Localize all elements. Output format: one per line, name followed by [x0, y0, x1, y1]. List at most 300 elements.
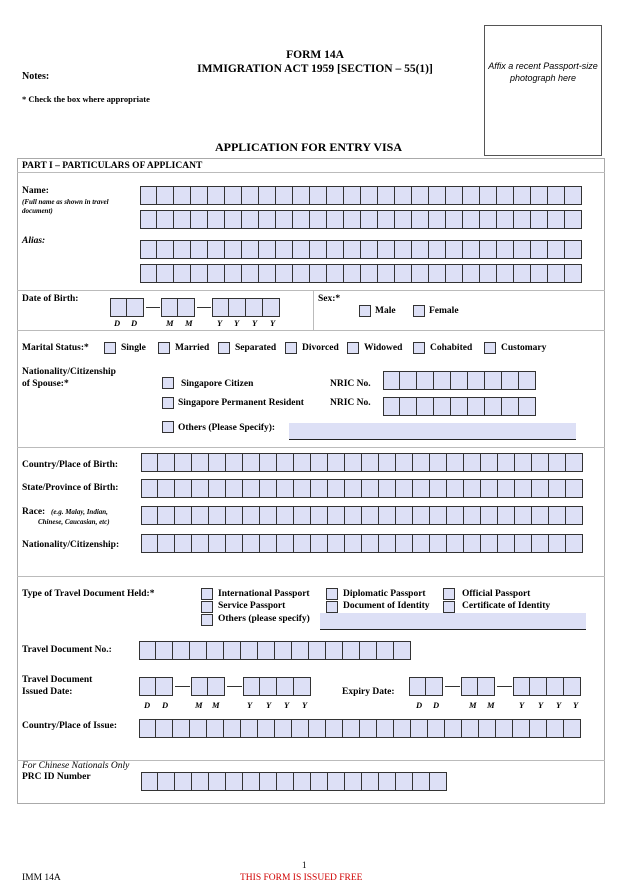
char-cell[interactable]	[158, 772, 175, 791]
char-cell[interactable]	[327, 210, 344, 229]
travel-no-input[interactable]	[139, 641, 411, 660]
char-cell[interactable]	[548, 186, 565, 205]
char-cell[interactable]	[361, 210, 378, 229]
dob-day[interactable]	[110, 298, 144, 317]
char-cell[interactable]	[566, 506, 583, 525]
char-cell[interactable]	[226, 506, 243, 525]
char-cell[interactable]	[175, 534, 192, 553]
char-cell[interactable]	[345, 534, 362, 553]
char-cell[interactable]	[294, 506, 311, 525]
char-cell[interactable]	[515, 453, 532, 472]
char-cell[interactable]	[548, 240, 565, 259]
char-cell[interactable]	[276, 240, 293, 259]
char-cell[interactable]	[311, 453, 328, 472]
widowed-checkbox[interactable]	[347, 342, 359, 354]
char-cell[interactable]	[243, 453, 260, 472]
char-cell[interactable]	[445, 719, 462, 738]
char-cell[interactable]	[345, 453, 362, 472]
char-cell[interactable]	[447, 506, 464, 525]
char-cell[interactable]	[485, 397, 502, 416]
char-cell[interactable]	[242, 210, 259, 229]
char-cell[interactable]	[413, 772, 430, 791]
issued-month[interactable]	[191, 677, 225, 696]
char-cell[interactable]	[447, 453, 464, 472]
char-cell[interactable]	[396, 506, 413, 525]
char-cell[interactable]	[446, 210, 463, 229]
char-cell[interactable]	[413, 534, 430, 553]
char-cell[interactable]	[158, 506, 175, 525]
char-cell[interactable]	[263, 298, 280, 317]
char-cell[interactable]	[294, 677, 311, 696]
official-checkbox[interactable]	[443, 588, 455, 600]
char-cell[interactable]	[461, 677, 478, 696]
country-birth-input[interactable]	[141, 453, 583, 472]
char-cell[interactable]	[208, 186, 225, 205]
char-cell[interactable]	[243, 534, 260, 553]
char-cell[interactable]	[141, 453, 158, 472]
char-cell[interactable]	[326, 641, 343, 660]
char-cell[interactable]	[209, 772, 226, 791]
char-cell[interactable]	[446, 240, 463, 259]
char-cell[interactable]	[292, 641, 309, 660]
char-cell[interactable]	[191, 677, 208, 696]
char-cell[interactable]	[377, 719, 394, 738]
char-cell[interactable]	[310, 186, 327, 205]
char-cell[interactable]	[311, 506, 328, 525]
char-cell[interactable]	[566, 534, 583, 553]
char-cell[interactable]	[400, 371, 417, 390]
char-cell[interactable]	[548, 210, 565, 229]
char-cell[interactable]	[242, 186, 259, 205]
char-cell[interactable]	[532, 534, 549, 553]
cohabited-checkbox[interactable]	[413, 342, 425, 354]
char-cell[interactable]	[310, 240, 327, 259]
separated-checkbox[interactable]	[218, 342, 230, 354]
char-cell[interactable]	[446, 264, 463, 283]
char-cell[interactable]	[379, 534, 396, 553]
char-cell[interactable]	[417, 397, 434, 416]
char-cell[interactable]	[379, 453, 396, 472]
char-cell[interactable]	[429, 264, 446, 283]
char-cell[interactable]	[192, 453, 209, 472]
char-cell[interactable]	[192, 534, 209, 553]
char-cell[interactable]	[209, 479, 226, 498]
char-cell[interactable]	[447, 534, 464, 553]
char-cell[interactable]	[395, 186, 412, 205]
char-cell[interactable]	[412, 264, 429, 283]
char-cell[interactable]	[417, 371, 434, 390]
char-cell[interactable]	[158, 453, 175, 472]
char-cell[interactable]	[276, 186, 293, 205]
singapore-citizen-checkbox[interactable]	[162, 377, 174, 389]
issued-day[interactable]	[139, 677, 173, 696]
dob-year[interactable]	[212, 298, 280, 317]
nationality-input[interactable]	[141, 534, 583, 553]
char-cell[interactable]	[412, 210, 429, 229]
char-cell[interactable]	[565, 240, 582, 259]
char-cell[interactable]	[530, 677, 547, 696]
char-cell[interactable]	[394, 641, 411, 660]
char-cell[interactable]	[463, 240, 480, 259]
photo-box[interactable]: Affix a recent Passport-size photograph here	[484, 25, 602, 156]
char-cell[interactable]	[226, 534, 243, 553]
char-cell[interactable]	[400, 397, 417, 416]
char-cell[interactable]	[224, 719, 241, 738]
char-cell[interactable]	[411, 719, 428, 738]
char-cell[interactable]	[502, 371, 519, 390]
char-cell[interactable]	[395, 264, 412, 283]
char-cell[interactable]	[260, 534, 277, 553]
char-cell[interactable]	[344, 210, 361, 229]
char-cell[interactable]	[519, 397, 536, 416]
char-cell[interactable]	[481, 453, 498, 472]
prc-input[interactable]	[141, 772, 447, 791]
state-birth-input[interactable]	[141, 479, 583, 498]
char-cell[interactable]	[343, 641, 360, 660]
char-cell[interactable]	[514, 264, 531, 283]
char-cell[interactable]	[192, 772, 209, 791]
char-cell[interactable]	[141, 479, 158, 498]
char-cell[interactable]	[127, 298, 144, 317]
char-cell[interactable]	[480, 210, 497, 229]
char-cell[interactable]	[259, 186, 276, 205]
char-cell[interactable]	[498, 506, 515, 525]
char-cell[interactable]	[496, 719, 513, 738]
char-cell[interactable]	[310, 210, 327, 229]
char-cell[interactable]	[566, 479, 583, 498]
char-cell[interactable]	[277, 506, 294, 525]
char-cell[interactable]	[139, 641, 156, 660]
char-cell[interactable]	[294, 453, 311, 472]
dob-month[interactable]	[161, 298, 195, 317]
char-cell[interactable]	[464, 453, 481, 472]
spr-checkbox[interactable]	[162, 397, 174, 409]
char-cell[interactable]	[532, 479, 549, 498]
customary-checkbox[interactable]	[484, 342, 496, 354]
char-cell[interactable]	[480, 240, 497, 259]
char-cell[interactable]	[293, 186, 310, 205]
char-cell[interactable]	[259, 210, 276, 229]
char-cell[interactable]	[243, 479, 260, 498]
travel-others-checkbox[interactable]	[201, 614, 213, 626]
char-cell[interactable]	[513, 677, 530, 696]
char-cell[interactable]	[497, 186, 514, 205]
char-cell[interactable]	[209, 506, 226, 525]
char-cell[interactable]	[413, 479, 430, 498]
divorced-checkbox[interactable]	[285, 342, 297, 354]
char-cell[interactable]	[531, 240, 548, 259]
char-cell[interactable]	[242, 240, 259, 259]
char-cell[interactable]	[479, 719, 496, 738]
char-cell[interactable]	[413, 506, 430, 525]
char-cell[interactable]	[531, 210, 548, 229]
char-cell[interactable]	[549, 506, 566, 525]
char-cell[interactable]	[208, 264, 225, 283]
char-cell[interactable]	[158, 534, 175, 553]
char-cell[interactable]	[328, 506, 345, 525]
char-cell[interactable]	[362, 772, 379, 791]
char-cell[interactable]	[549, 479, 566, 498]
char-cell[interactable]	[565, 186, 582, 205]
char-cell[interactable]	[156, 719, 173, 738]
char-cell[interactable]	[362, 479, 379, 498]
char-cell[interactable]	[515, 534, 532, 553]
char-cell[interactable]	[277, 534, 294, 553]
char-cell[interactable]	[412, 240, 429, 259]
char-cell[interactable]	[481, 506, 498, 525]
char-cell[interactable]	[311, 479, 328, 498]
char-cell[interactable]	[277, 479, 294, 498]
alias-row-1[interactable]	[140, 240, 582, 259]
char-cell[interactable]	[276, 264, 293, 283]
char-cell[interactable]	[378, 186, 395, 205]
char-cell[interactable]	[156, 677, 173, 696]
char-cell[interactable]	[413, 453, 430, 472]
char-cell[interactable]	[480, 264, 497, 283]
char-cell[interactable]	[208, 240, 225, 259]
char-cell[interactable]	[497, 240, 514, 259]
char-cell[interactable]	[377, 641, 394, 660]
char-cell[interactable]	[241, 641, 258, 660]
char-cell[interactable]	[175, 479, 192, 498]
char-cell[interactable]	[464, 534, 481, 553]
char-cell[interactable]	[328, 453, 345, 472]
char-cell[interactable]	[328, 772, 345, 791]
service-checkbox[interactable]	[201, 601, 213, 613]
char-cell[interactable]	[502, 397, 519, 416]
char-cell[interactable]	[208, 677, 225, 696]
char-cell[interactable]	[175, 772, 192, 791]
char-cell[interactable]	[110, 298, 127, 317]
char-cell[interactable]	[430, 506, 447, 525]
char-cell[interactable]	[243, 772, 260, 791]
nric-citizen-input[interactable]	[383, 371, 536, 390]
char-cell[interactable]	[293, 240, 310, 259]
char-cell[interactable]	[396, 479, 413, 498]
char-cell[interactable]	[345, 772, 362, 791]
char-cell[interactable]	[463, 186, 480, 205]
char-cell[interactable]	[229, 298, 246, 317]
char-cell[interactable]	[480, 186, 497, 205]
char-cell[interactable]	[429, 210, 446, 229]
char-cell[interactable]	[309, 641, 326, 660]
expiry-month[interactable]	[461, 677, 495, 696]
nric-pr-input[interactable]	[383, 397, 536, 416]
expiry-year[interactable]	[513, 677, 581, 696]
char-cell[interactable]	[226, 453, 243, 472]
married-checkbox[interactable]	[158, 342, 170, 354]
char-cell[interactable]	[430, 534, 447, 553]
char-cell[interactable]	[207, 719, 224, 738]
char-cell[interactable]	[260, 506, 277, 525]
char-cell[interactable]	[192, 479, 209, 498]
char-cell[interactable]	[174, 186, 191, 205]
char-cell[interactable]	[327, 264, 344, 283]
char-cell[interactable]	[311, 772, 328, 791]
char-cell[interactable]	[379, 772, 396, 791]
char-cell[interactable]	[395, 240, 412, 259]
char-cell[interactable]	[430, 479, 447, 498]
char-cell[interactable]	[157, 240, 174, 259]
char-cell[interactable]	[139, 677, 156, 696]
char-cell[interactable]	[447, 479, 464, 498]
char-cell[interactable]	[547, 677, 564, 696]
char-cell[interactable]	[260, 479, 277, 498]
char-cell[interactable]	[464, 506, 481, 525]
char-cell[interactable]	[566, 453, 583, 472]
char-cell[interactable]	[344, 186, 361, 205]
char-cell[interactable]	[328, 534, 345, 553]
char-cell[interactable]	[139, 719, 156, 738]
char-cell[interactable]	[514, 186, 531, 205]
name-row-2[interactable]	[140, 210, 582, 229]
char-cell[interactable]	[207, 641, 224, 660]
char-cell[interactable]	[141, 506, 158, 525]
char-cell[interactable]	[140, 210, 157, 229]
char-cell[interactable]	[481, 534, 498, 553]
char-cell[interactable]	[409, 677, 426, 696]
char-cell[interactable]	[141, 534, 158, 553]
char-cell[interactable]	[395, 210, 412, 229]
char-cell[interactable]	[161, 298, 178, 317]
char-cell[interactable]	[260, 453, 277, 472]
female-checkbox[interactable]	[413, 305, 425, 317]
char-cell[interactable]	[309, 719, 326, 738]
expiry-day[interactable]	[409, 677, 443, 696]
travel-others-input[interactable]	[320, 613, 586, 630]
char-cell[interactable]	[362, 453, 379, 472]
char-cell[interactable]	[360, 641, 377, 660]
char-cell[interactable]	[242, 264, 259, 283]
char-cell[interactable]	[158, 479, 175, 498]
char-cell[interactable]	[294, 534, 311, 553]
char-cell[interactable]	[531, 186, 548, 205]
char-cell[interactable]	[260, 772, 277, 791]
char-cell[interactable]	[326, 719, 343, 738]
char-cell[interactable]	[243, 677, 260, 696]
char-cell[interactable]	[434, 397, 451, 416]
char-cell[interactable]	[383, 397, 400, 416]
char-cell[interactable]	[549, 453, 566, 472]
char-cell[interactable]	[519, 371, 536, 390]
char-cell[interactable]	[260, 677, 277, 696]
char-cell[interactable]	[362, 534, 379, 553]
char-cell[interactable]	[209, 453, 226, 472]
char-cell[interactable]	[468, 371, 485, 390]
char-cell[interactable]	[426, 677, 443, 696]
char-cell[interactable]	[293, 210, 310, 229]
char-cell[interactable]	[259, 264, 276, 283]
char-cell[interactable]	[530, 719, 547, 738]
char-cell[interactable]	[191, 210, 208, 229]
char-cell[interactable]	[498, 453, 515, 472]
char-cell[interactable]	[361, 240, 378, 259]
issued-year[interactable]	[243, 677, 311, 696]
char-cell[interactable]	[394, 719, 411, 738]
char-cell[interactable]	[463, 210, 480, 229]
char-cell[interactable]	[344, 264, 361, 283]
char-cell[interactable]	[275, 719, 292, 738]
char-cell[interactable]	[532, 453, 549, 472]
country-issue-input[interactable]	[139, 719, 581, 738]
char-cell[interactable]	[310, 264, 327, 283]
char-cell[interactable]	[360, 719, 377, 738]
intl-passport-checkbox[interactable]	[201, 588, 213, 600]
char-cell[interactable]	[451, 371, 468, 390]
char-cell[interactable]	[243, 506, 260, 525]
char-cell[interactable]	[481, 479, 498, 498]
char-cell[interactable]	[378, 240, 395, 259]
char-cell[interactable]	[141, 772, 158, 791]
char-cell[interactable]	[175, 453, 192, 472]
char-cell[interactable]	[396, 453, 413, 472]
char-cell[interactable]	[140, 264, 157, 283]
char-cell[interactable]	[565, 264, 582, 283]
char-cell[interactable]	[174, 210, 191, 229]
char-cell[interactable]	[241, 719, 258, 738]
char-cell[interactable]	[173, 641, 190, 660]
char-cell[interactable]	[259, 240, 276, 259]
char-cell[interactable]	[379, 479, 396, 498]
char-cell[interactable]	[361, 264, 378, 283]
coi-checkbox[interactable]	[443, 601, 455, 613]
char-cell[interactable]	[345, 506, 362, 525]
char-cell[interactable]	[208, 210, 225, 229]
char-cell[interactable]	[361, 186, 378, 205]
char-cell[interactable]	[547, 719, 564, 738]
char-cell[interactable]	[430, 772, 447, 791]
char-cell[interactable]	[378, 210, 395, 229]
char-cell[interactable]	[225, 186, 242, 205]
char-cell[interactable]	[514, 210, 531, 229]
char-cell[interactable]	[275, 641, 292, 660]
char-cell[interactable]	[156, 641, 173, 660]
char-cell[interactable]	[429, 186, 446, 205]
char-cell[interactable]	[498, 534, 515, 553]
char-cell[interactable]	[226, 772, 243, 791]
char-cell[interactable]	[190, 641, 207, 660]
char-cell[interactable]	[191, 186, 208, 205]
char-cell[interactable]	[344, 240, 361, 259]
char-cell[interactable]	[225, 210, 242, 229]
char-cell[interactable]	[515, 479, 532, 498]
char-cell[interactable]	[515, 506, 532, 525]
char-cell[interactable]	[311, 534, 328, 553]
male-checkbox[interactable]	[359, 305, 371, 317]
char-cell[interactable]	[140, 240, 157, 259]
char-cell[interactable]	[383, 371, 400, 390]
char-cell[interactable]	[345, 479, 362, 498]
char-cell[interactable]	[478, 677, 495, 696]
char-cell[interactable]	[514, 240, 531, 259]
char-cell[interactable]	[174, 240, 191, 259]
char-cell[interactable]	[429, 240, 446, 259]
char-cell[interactable]	[468, 397, 485, 416]
char-cell[interactable]	[327, 186, 344, 205]
char-cell[interactable]	[173, 719, 190, 738]
spouse-others-checkbox[interactable]	[162, 421, 174, 433]
char-cell[interactable]	[175, 506, 192, 525]
char-cell[interactable]	[277, 453, 294, 472]
char-cell[interactable]	[157, 186, 174, 205]
char-cell[interactable]	[225, 240, 242, 259]
char-cell[interactable]	[564, 719, 581, 738]
char-cell[interactable]	[513, 719, 530, 738]
alias-row-2[interactable]	[140, 264, 582, 283]
char-cell[interactable]	[564, 677, 581, 696]
char-cell[interactable]	[462, 719, 479, 738]
doi-checkbox[interactable]	[326, 601, 338, 613]
